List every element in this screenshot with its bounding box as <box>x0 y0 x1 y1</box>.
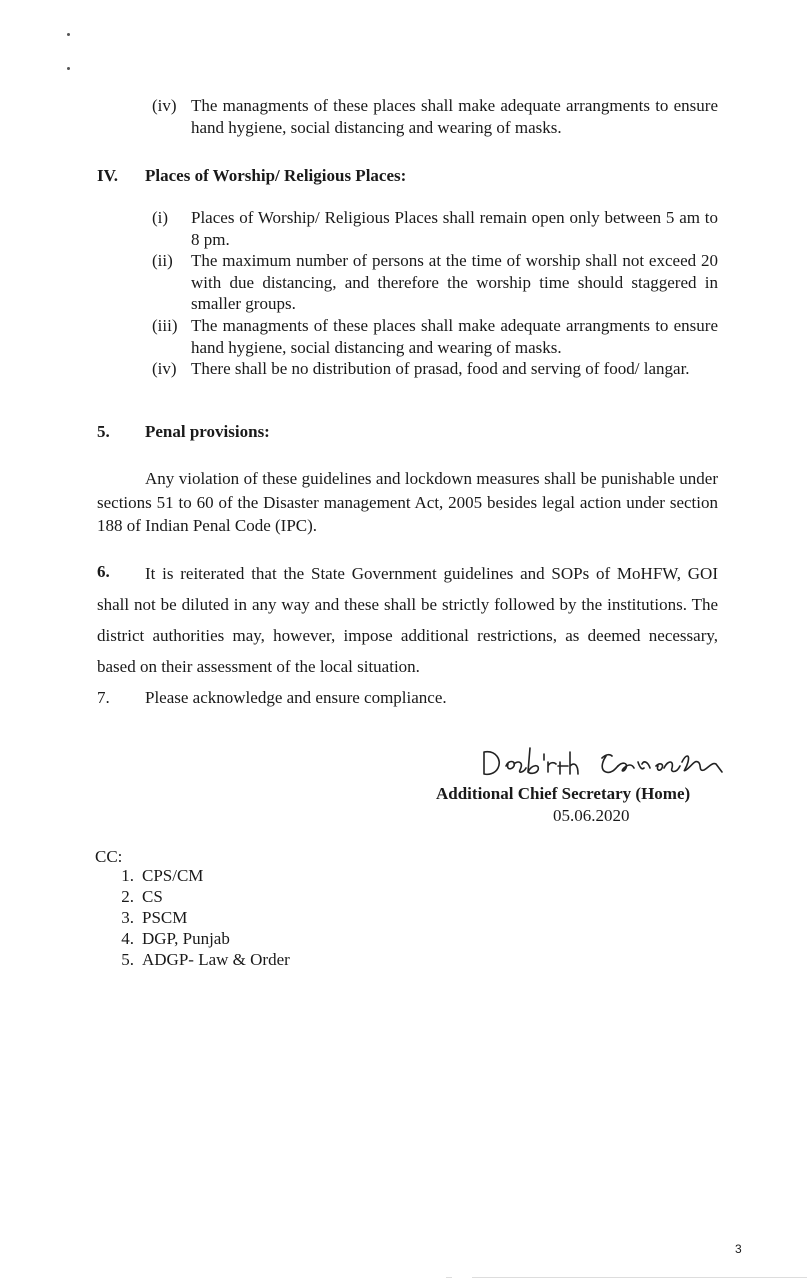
page-number: 3 <box>735 1242 742 1256</box>
paragraph-reiteration: It is reiterated that the State Government guidelines and SOPs of MoHFW, GOI shall not be diluted in any way and these shall be strictly followed by the institutions. The district authorities may, however, impose additional restrictions, as deemed necessary, based on their assessment of the local situation. <box>97 564 718 676</box>
list-item-text: There shall be no distribution of prasad, food and serving of food/ langar. <box>191 359 690 378</box>
scan-speck <box>67 67 70 70</box>
cc-item-text: CPS/CM <box>142 866 204 885</box>
cc-item-number: 1. <box>121 866 134 885</box>
cc-item-text: CS <box>142 887 163 906</box>
list-item-number: (i) <box>152 208 169 227</box>
signatory-designation: Additional Chief Secretary (Home) <box>436 784 691 803</box>
section-number: 5. <box>97 422 110 441</box>
cc-item-number: 5. <box>121 950 134 969</box>
scan-artifact <box>472 1277 807 1278</box>
handwritten-signature <box>478 740 728 782</box>
scan-artifact <box>446 1277 452 1278</box>
list-item-number: (ii) <box>152 251 173 270</box>
list-item-number: (iii) <box>152 316 178 335</box>
scan-speck <box>67 33 70 36</box>
paragraph-penal: Any violation of these guidelines and lockdown measures shall be punishable under sections 51 to 60 of the Disaster management Act, 2005 besides legal action under section 188 of Indian Penal Code (IPC). <box>97 469 718 535</box>
list-item-text: The managments of these places shall make adequate arrangments to ensure hand hygiene, social distancing and wearing of masks. <box>191 96 718 137</box>
list-item-text: The managments of these places shall make adequate arrangments to ensure hand hygiene, social distancing and wearing of masks. <box>191 316 718 357</box>
paragraph-acknowledge: Please acknowledge and ensure compliance. <box>145 688 447 707</box>
section-number: 7. <box>97 688 110 707</box>
list-item-number: (iv) <box>152 359 177 378</box>
cc-item-number: 2. <box>121 887 134 906</box>
signatory-date: 05.06.2020 <box>553 806 630 825</box>
cc-item-number: 4. <box>121 929 134 948</box>
section-number: IV. <box>97 166 118 185</box>
cc-item-number: 3. <box>121 908 134 927</box>
section-heading: Places of Worship/ Religious Places: <box>145 166 407 185</box>
section-heading: Penal provisions: <box>145 422 270 441</box>
cc-item-text: PSCM <box>142 908 188 927</box>
cc-item-text: DGP, Punjab <box>142 929 230 948</box>
list-item-text: Places of Worship/ Religious Places shall remain open only between 5 am to 8 pm. <box>191 208 718 249</box>
cc-item-text: ADGP- Law & Order <box>142 950 290 969</box>
section-number: 6. <box>97 562 110 581</box>
list-item-number: (iv) <box>152 96 177 115</box>
cc-label: CC: <box>95 847 123 866</box>
list-item-text: The maximum number of persons at the time of worship shall not exceed 20 with due distancing, and therefore the worship time should staggered in smaller groups. <box>191 251 718 313</box>
